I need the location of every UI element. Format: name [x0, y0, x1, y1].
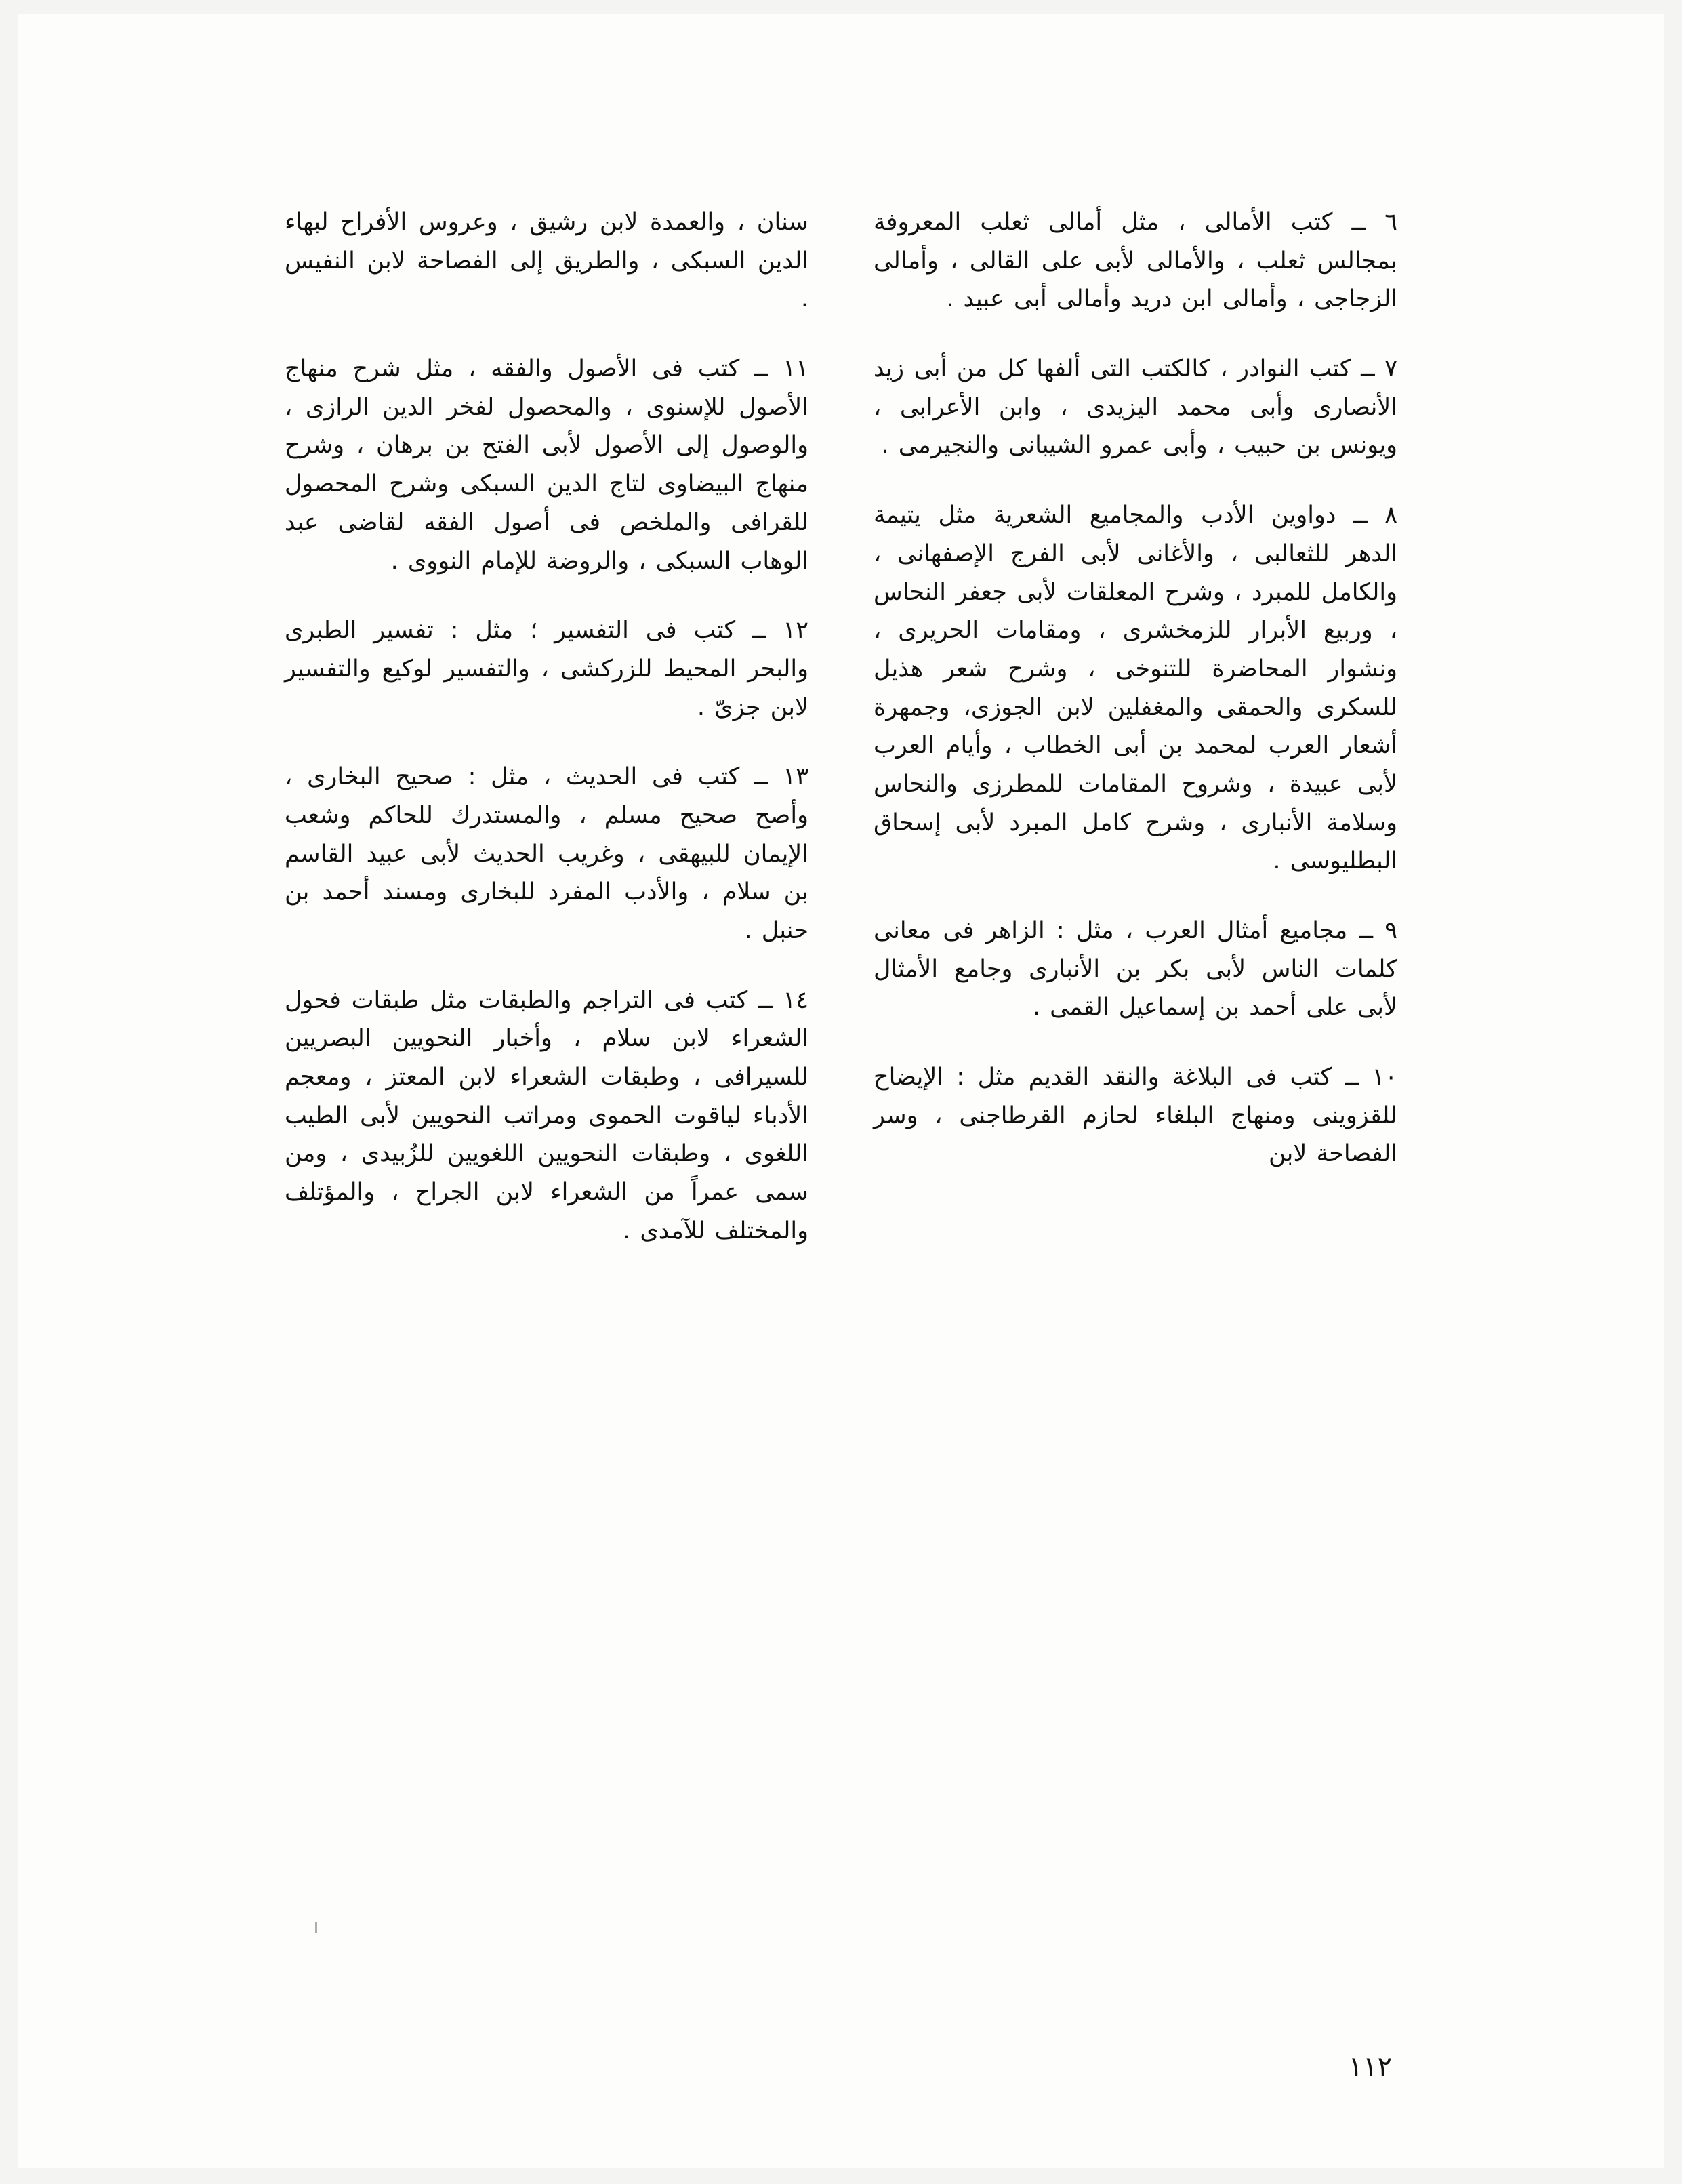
paragraph-item-6: ٦ ــ كتب الأمالى ، مثل أمالى ثعلب المعروفة بمجالس ثعلب ، والأمالى لأبى على القالى ، وأمالى الزجاجى ، وأمالى ابن دريد وأمالى أبى عبيد . — [874, 209, 1397, 313]
two-column-text-body — [285, 203, 1397, 1966]
scan-edge-bottom — [0, 2168, 1682, 2184]
paragraph-item-12: ١٢ ــ كتب فى التفسير ؛ مثل : تفسير الطبرى والبحر المحيط للزركشى ، والتفسير لوكيع والتفسير لابن جزىّ . — [285, 617, 808, 721]
scan-edge-left — [0, 0, 18, 2184]
text-column-left — [285, 203, 808, 1966]
paragraph-item-10: ١٠ ــ كتب فى البلاغة والنقد القديم مثل : الإيضاح للقزوينى ومنهاج البلغاء لحازم القرطاجنى ، وسر الفصاحة لابن — [874, 1064, 1397, 1168]
page-number: ١١٢ — [1348, 2051, 1392, 2082]
text-column-right — [874, 203, 1397, 1966]
paragraph-item-14: ١٤ ــ كتب فى التراجم والطبقات مثل طبقات فحول الشعراء لابن سلام ، وأخبار النحويين البصريين للسيرافى ، وطبقات الشعراء لابن المعتز ، ومعجم الأدباء لياقوت الحموى ومراتب النحويين لأبى الطيب اللغوى ، وطبقات النحويين اللغويين للزُبيدى ، ومن سمى عمراً من الشعراء لابن الجراح ، والمؤتلف والمختلف للآمدى . — [285, 986, 808, 1245]
scan-artifact-tick — [315, 1922, 317, 1933]
paragraph-item-11: ١١ ــ كتب فى الأصول والفقه ، مثل شرح منهاج الأصول للإسنوى ، والمحصول لفخر الدين الرازى ، والوصول إلى الأصول لأبى الفتح بن برهان ، وشرح منهاج البيضاوى لتاج الدين السبكى وشرح المحصول للقرافى والملخص فى أصول الفقه لقاضى عبد الوهاب السبكى ، والروضة للإمام النووى . — [285, 355, 808, 575]
paragraph-item-7: ٧ ــ كتب النوادر ، كالكتب التى ألفها كل من أبى زيد الأنصارى وأبى محمد اليزيدى ، وابن الأعرابى ، ويونس بن حبيب ، وأبى عمرو الشيبانى والنجيرمى . — [874, 355, 1397, 460]
scan-edge-top — [0, 0, 1682, 14]
paragraph-item-9: ٩ ــ مجاميع أمثال العرب ، مثل : الزاهر فى معانى كلمات الناس لأبى بكر بن الأنبارى وجامع الأمثال لأبى على أحمد بن إسماعيل القمى . — [874, 917, 1397, 1022]
paragraph-continuation: سنان ، والعمدة لابن رشيق ، وعروس الأفراح لبهاء الدين السبكى ، والطريق إلى الفصاحة لابن النفيس . — [285, 209, 808, 313]
paragraph-item-8: ٨ ــ دواوين الأدب والمجاميع الشعرية مثل يتيمة الدهر للثعالبى ، والأغانى لأبى الفرج الإصفهانى ، والكامل للمبرد ، وشرح المعلقات لأبى جعفر النحاس ، وربيع الأبرار للزمخشرى ، ومقامات الحريرى ، ونشوار المحاضرة للتنوخى ، وشرح شعر هذيل للسكرى والحمقى والمغفلين لابن الجوزى، وجمهرة أشعار العرب لمحمد بن أبى الخطاب ، وأيام العرب لأبى عبيدة ، وشروح المقامات للمطرزى والنحاس وسلامة الأنبارى ، وشرح كامل المبرد لأبى إسحاق البطليوسى . — [874, 502, 1397, 875]
scan-edge-right — [1664, 0, 1682, 2184]
paragraph-item-13: ١٣ ــ كتب فى الحديث ، مثل : صحيح البخارى ، وأصح صحيح مسلم ، والمستدرك للحاكم وشعب الإيمان للبيهقى ، وغريب الحديث لأبى عبيد القاسم بن سلام ، والأدب المفرد للبخارى ومسند أحمد بن حنبل . — [285, 763, 808, 944]
